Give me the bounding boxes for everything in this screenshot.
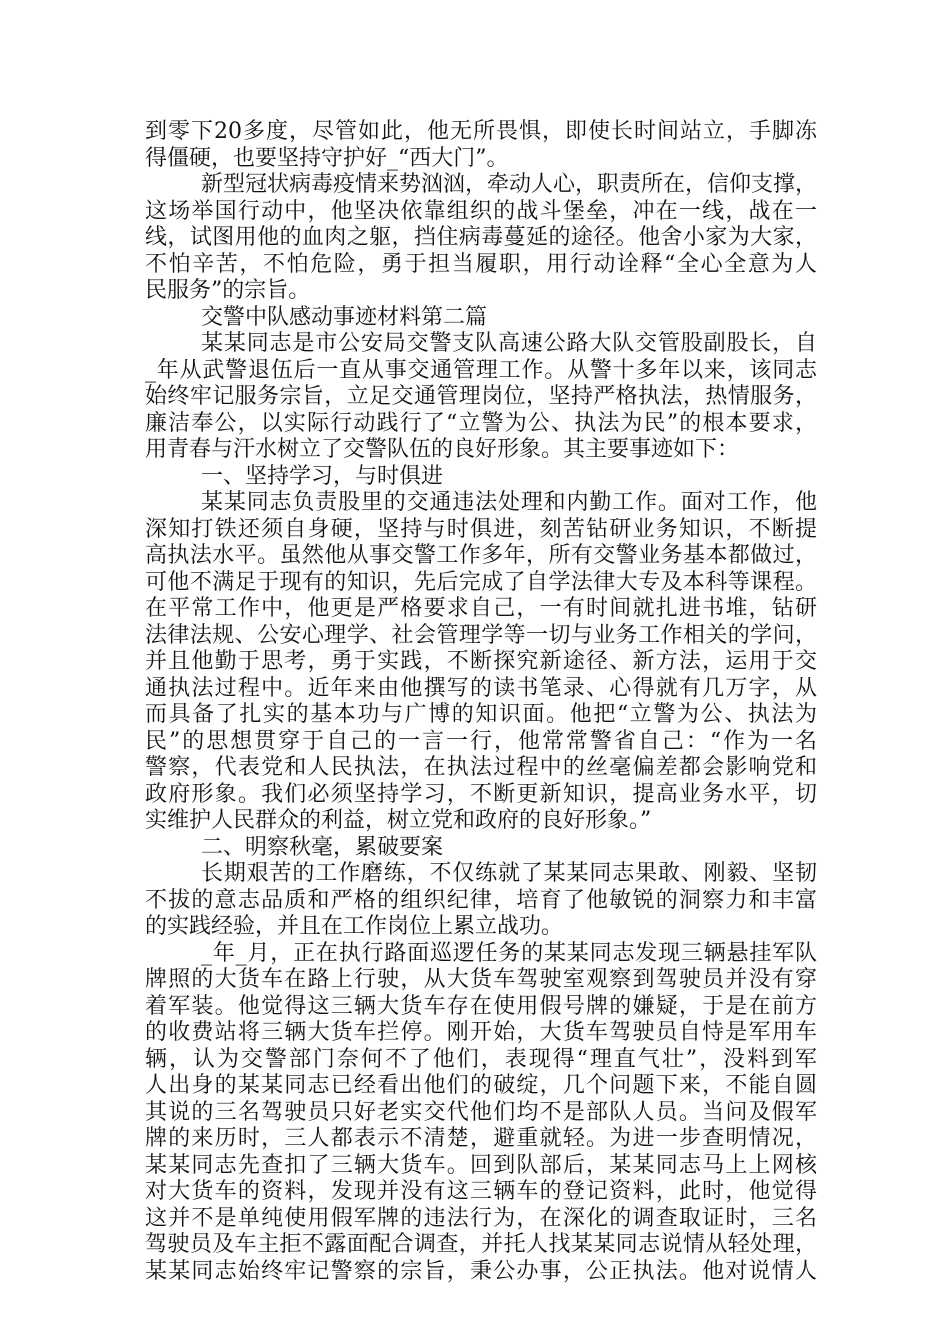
text-line: 而具备了扎实的基本功与广博的知识面。他把“立警为公、执法为 xyxy=(145,702,817,727)
text-line: 始终牢记服务宗旨，立足交通管理岗位，坚持严格执法，热情服务， xyxy=(145,384,817,409)
text-line: 廉洁奉公，以实际行动践行了“立警为公、执法为民”的根本要求， xyxy=(145,410,817,436)
text-line: 辆，认为交警部门奈何不了他们，表现得“理直气壮”，没料到军 xyxy=(145,1046,817,1072)
paragraph-first-line: 某某同志是市公安局交警支队高速公路大队交管股副股长，自 xyxy=(201,331,817,356)
paragraph-first-line: 二、明察秋毫，累破要案 xyxy=(201,834,444,860)
text-line: 法律法规、公安心理学、社会管理学等一切与业务工作相关的学问， xyxy=(145,622,817,648)
text-line: 民服务”的宗旨。 xyxy=(145,278,311,303)
text-line: 这场举国行动中，他坚决依靠组织的战斗堡垒，冲在一线，战在一 xyxy=(145,198,817,224)
text-line: 不怕辛苦，不怕危险，勇于担当履职，用行动诠释“全心全意为人 xyxy=(145,251,817,277)
text-line: 实维护人民群众的利益，树立党和政府的良好形象。” xyxy=(145,808,652,833)
text-line: 用青春与汗水树立了交警队伍的良好形象。其主要事迹如下： xyxy=(145,437,740,462)
text-line: 驾驶员及车主拒不露面配合调查，并托人找某某同志说情从轻处理， xyxy=(145,1232,817,1257)
paragraph-first-line: 交警中队感动事迹材料第二篇 xyxy=(201,304,488,330)
text-line: 政府形象。我们必须坚持学习，不断更新知识，提高业务水平，切 xyxy=(145,781,817,807)
text-line: 牌照的大货车在路上行驶，从大货车驾驶室观察到驾驶员并没有穿 xyxy=(145,967,817,992)
paragraph-first-line: 新型冠状病毒疫情来势汹汹，牵动人心，职责所在，信仰支撑， xyxy=(201,172,818,197)
text-line: 其说的三名驾驶员只好老实交代他们均不是部队人员。当问及假军 xyxy=(145,1099,817,1125)
text-line: 在平常工作中，他更是严格要求自己，一有时间就扎进书堆，钻研 xyxy=(145,596,817,621)
text-line: 通执法过程中。近年来由他撰写的读书笔录、心得就有几万字，从 xyxy=(145,675,817,701)
paragraph-first-line: _年_月，正在执行路面巡逻任务的某某同志发现三辆悬挂军队 xyxy=(201,940,817,966)
text-line: 某某同志始终牢记警察的宗旨，秉公办事，公正执法。他对说情人 xyxy=(145,1258,817,1284)
text-line: 可他不满足于现有的知识，先后完成了自学法律大专及本科等课程。 xyxy=(145,569,817,595)
text-line: 民”的思想贯穿于自己的一言一行，他常常警省自己：“作为一名 xyxy=(145,728,817,754)
paragraph-first-line: 某某同志负责股里的交通违法处理和内勤工作。面对工作，他 xyxy=(201,490,817,515)
text-line: 警察，代表党和人民执法，在执法过程中的丝毫偏差都会影响党和 xyxy=(145,755,817,780)
text-line: 这并不是单纯使用假军牌的违法行为，在深化的调查取证时，三名 xyxy=(145,1205,817,1231)
text-line: 高执法水平。虽然他从事交警工作多年，所有交警业务基本都做过， xyxy=(145,543,817,568)
text-line: 深知打铁还须自身硬，坚持与时俱进，刻苦钻研业务知识，不断提 xyxy=(145,516,817,542)
text-line: 到零下20多度，尽管如此，他无所畏惧，即使长时间站立，手脚冻 xyxy=(145,119,817,144)
text-line: 某某同志先查扣了三辆大货车。回到队部后，某某同志马上上网核 xyxy=(145,1152,817,1178)
text-line: 对大货车的资料，发现并没有这三辆车的登记资料，此时，他觉得 xyxy=(145,1179,817,1204)
text-line: 线，试图用他的血肉之躯，挡住病毒蔓延的途径。他舍小家为大家， xyxy=(145,225,817,250)
document-body xyxy=(145,119,817,1285)
text-line: 的实践经验，并且在工作岗位上累立战功。 xyxy=(145,914,564,939)
text-line: 牌的来历时，三人都表示不清楚，避重就轻。为进一步查明情况， xyxy=(145,1126,817,1151)
text-line: 不拔的意志品质和严格的组织纪律，培育了他敏锐的洞察力和丰富 xyxy=(145,887,817,913)
text-line: 得僵硬，也要坚持守护好_“西大门”。 xyxy=(145,145,509,171)
text-line: 并且他勤于思考，勇于实践，不断探究新途径、新方法，运用于交 xyxy=(145,649,817,674)
text-line: 的收费站将三辆大货车拦停。刚开始，大货车驾驶员自恃是军用车 xyxy=(145,1020,817,1045)
text-line: _年从武警退伍后一直从事交通管理工作。从警十多年以来，该同志 xyxy=(145,357,817,383)
paragraph-first-line: 一、坚持学习，与时俱进 xyxy=(201,463,444,489)
text-line: 着军装。他觉得这三辆大货车存在使用假号牌的嫌疑，于是在前方 xyxy=(145,993,817,1019)
text-line: 人出身的某某同志已经看出他们的破绽，几个问题下来，不能自圆 xyxy=(145,1073,817,1098)
paragraph-first-line: 长期艰苦的工作磨练，不仅练就了某某同志果敢、刚毅、坚韧 xyxy=(201,861,817,886)
